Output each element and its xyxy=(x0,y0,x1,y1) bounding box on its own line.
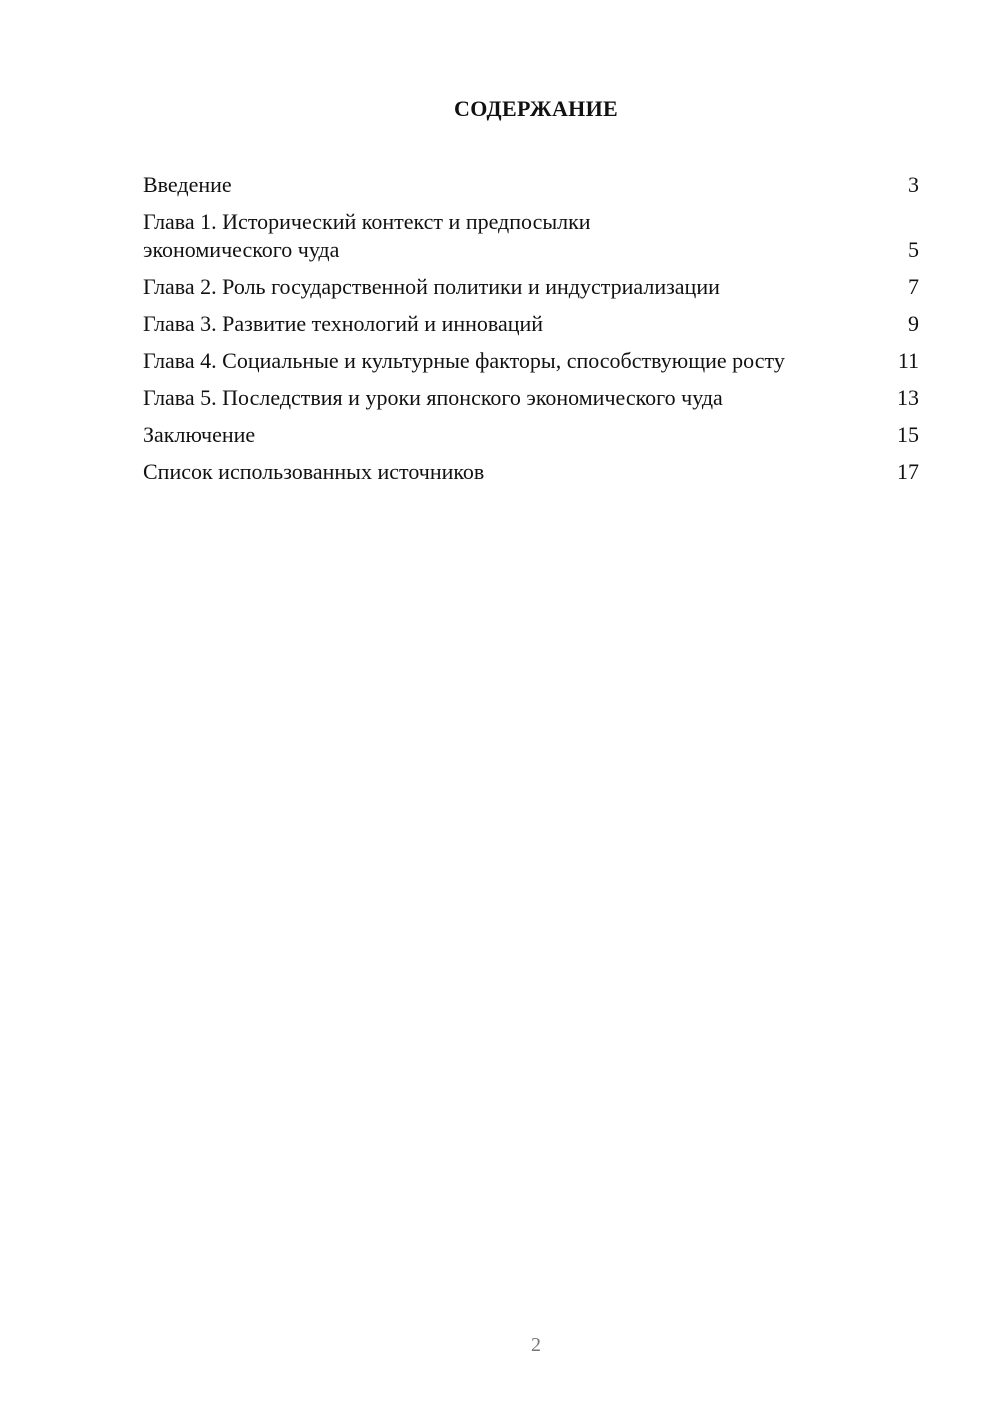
table-of-contents xyxy=(143,171,919,495)
toc-entry-text: Глава 5. Последствия и уроки японского экономического чуда xyxy=(143,385,723,410)
toc-entry-text: Глава 2. Роль государственной политики и индустриализации xyxy=(143,274,720,299)
toc-entry-page: 7 xyxy=(908,274,919,299)
toc-entry-conclusion[interactable] xyxy=(143,421,919,449)
toc-entry-text: Глава 3. Развитие технологий и инноваций xyxy=(143,311,544,336)
toc-entry-page: 3 xyxy=(908,172,919,197)
toc-entry-page: 5 xyxy=(908,237,919,262)
toc-entry-text: Глава 4. Социальные и культурные факторы, способствующие росту xyxy=(143,348,785,373)
toc-entry-introduction[interactable] xyxy=(143,171,919,199)
toc-entry-page: 17 xyxy=(897,459,919,484)
toc-entry-page: 11 xyxy=(897,348,919,373)
toc-entry-chapter-1[interactable] xyxy=(143,208,919,264)
toc-entry-page: 9 xyxy=(908,311,919,336)
toc-entry-chapter-2[interactable] xyxy=(143,273,919,301)
page-title: СОДЕРЖАНИЕ xyxy=(454,96,618,121)
toc-entry-chapter-3[interactable] xyxy=(143,310,919,338)
toc-entry-chapter-5[interactable] xyxy=(143,384,919,412)
toc-entry-text: Заключение xyxy=(143,422,256,447)
toc-entry-text: Список использованных источников xyxy=(143,459,485,484)
toc-entry-text: Глава 1. Исторический контекст и предпосылки экономического чуда xyxy=(143,209,591,262)
toc-entry-chapter-4[interactable] xyxy=(143,347,919,375)
toc-entry-page: 15 xyxy=(897,422,919,447)
toc-entry-page: 13 xyxy=(897,385,919,410)
toc-entry-references[interactable] xyxy=(143,458,919,486)
page-number: 2 xyxy=(531,1334,541,1356)
toc-entry-text: Введение xyxy=(143,172,232,197)
